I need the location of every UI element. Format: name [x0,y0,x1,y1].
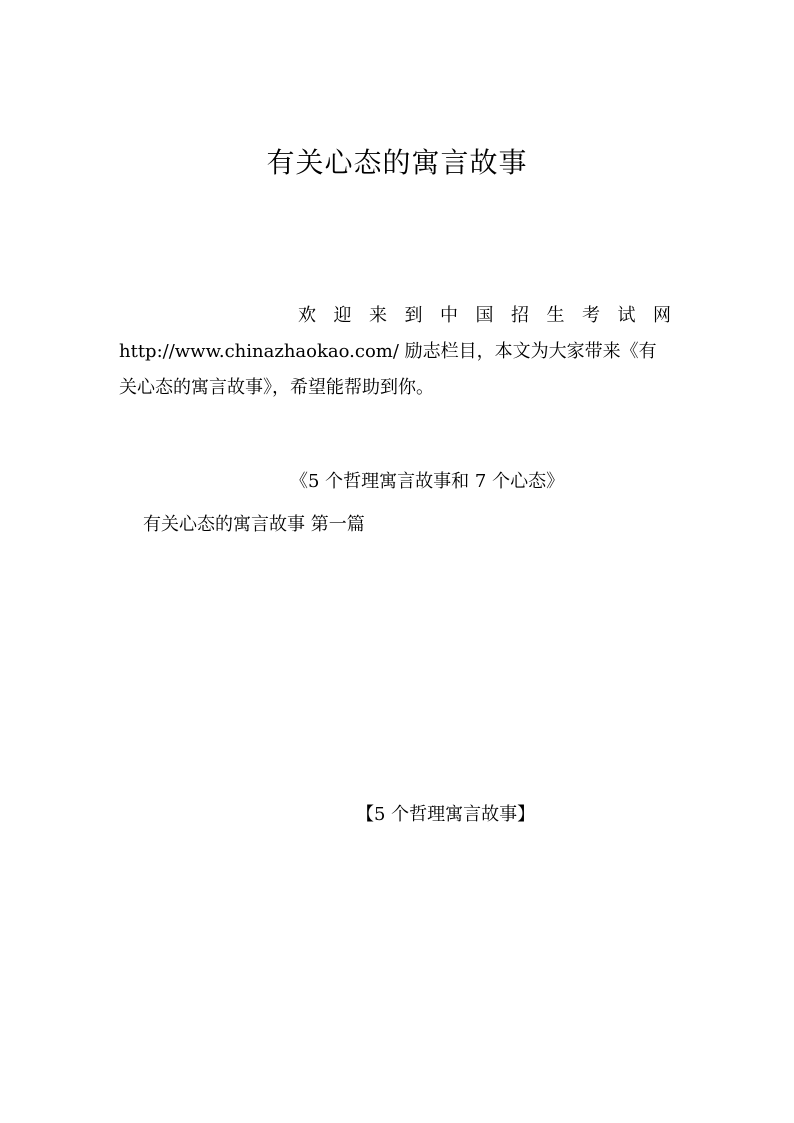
intro-paragraph [119,298,689,406]
page-title: 有关心态的寓言故事 [266,146,528,179]
bracket-heading: 【5 个哲理寓言故事】 [356,804,536,825]
section-title: 有关心态的寓言故事 第一篇 [143,514,365,535]
intro-welcome-line: 欢迎来到中国招生考试网 [298,305,689,326]
intro-body-text: http://www.chinazhaokao.com/ 励志栏目，本文为大家带来《有关心态的寓言故事》，希望能帮助到你。 [119,341,657,398]
subheading: 《5 个哲理寓言故事和 7 个心态》 [290,471,565,492]
